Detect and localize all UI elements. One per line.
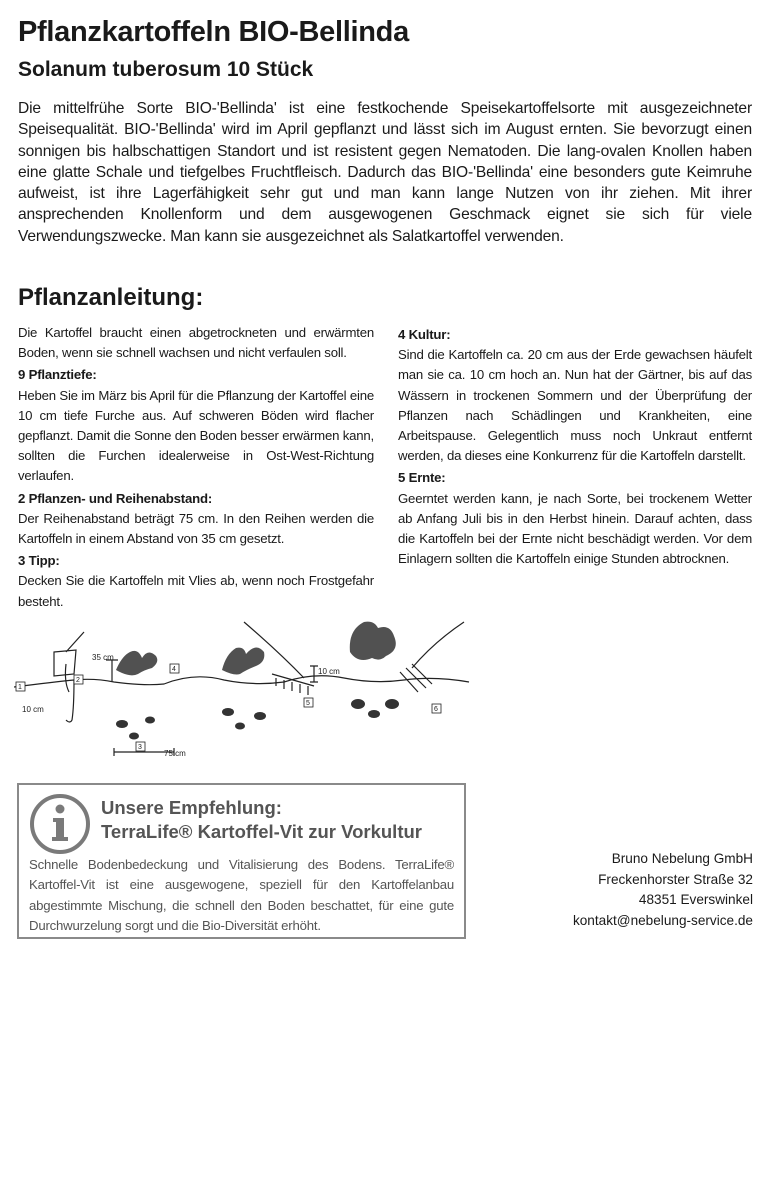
company-address xyxy=(573,849,753,931)
step-marker-6: 6 xyxy=(434,706,438,713)
step3-title: 3 Tipp: xyxy=(18,553,60,569)
company-email: kontakt@nebelung-service.de xyxy=(572,912,753,928)
section-title-pflanzanleitung: Pflanzanleitung: xyxy=(18,284,204,311)
dimension-35cm: 35 cm xyxy=(92,653,114,662)
recommendation-box xyxy=(17,783,466,939)
instructions-right-column xyxy=(398,323,752,569)
step2-text: Der Reihenabstand beträgt 75 cm. In den Reihen werden die Kartoffeln in einem Abstand von 35 cm gesetzt. xyxy=(18,510,374,547)
instructions-left-column xyxy=(18,323,374,612)
step1-text: Heben Sie im März bis April für die Pflanzung der Kartoffel eine 10 cm tiefe Furche aus. Auf schweren Böden wird flacher gepflanzt. Damit die Sonne den Boden besser erwärmen kann, sollten die Furchen idealerweise in Ost-West-Richtung verlaufen. xyxy=(18,387,374,484)
company-street: Freckenhorster Straße 32 xyxy=(598,871,753,887)
recommendation-heading: Unsere Empfehlung: xyxy=(101,797,282,818)
step5-text: Geerntet werden kann, je nach Sorte, bei trockenem Wetter ab Anfang Juli bis in den Herbst hinein. Darauf achten, dass die Kartoffeln bei der Ernte nicht beschädigt werden. Vor dem Einlagern sollten die Kartoffeln einige Stunden abtrocknen. xyxy=(398,490,752,567)
step3-text: Decken Sie die Kartoffeln mit Vlies ab, wenn noch Frostgefahr besteht. xyxy=(18,573,374,609)
dimension-75cm: 75 cm xyxy=(164,749,186,758)
step5-title: 5 Ernte: xyxy=(398,470,446,486)
step2-title: 2 Pflanzen- und Reihenabstand: xyxy=(18,490,213,506)
instructions-lead: Die Kartoffel braucht einen abgetrockneten und erwärmten Boden, wenn sie schnell wachsen und nicht verfaulen soll. xyxy=(18,325,374,361)
company-city: 48351 Everswinkel xyxy=(638,892,753,907)
step1-title: 9 Pflanztiefe: xyxy=(18,367,97,383)
step-marker-4: 4 xyxy=(172,666,176,673)
step4-title: 4 Kultur: xyxy=(398,327,451,342)
step-marker-1: 1 xyxy=(18,684,22,691)
step-marker-3: 3 xyxy=(138,744,142,751)
intro-paragraph: Die mittelfrühe Sorte BIO-'Bellinda' ist eine festkochende Speisekartoffelsorte mit ausgezeichneter Speisequalität. BIO-'Bellinda' wird im April gepflanzt und lässt sich im August ernten. Sie bevorzugt einen sonnigen bis halbschattigen Standort und ist resistent gegen Nematoden. Die lang-ovalen Knollen haben eine glatte Schale und tiefgelbes Fruchtfleisch. Dadurch das BIO-'Bellinda' eine besonders gute Keimruhe aufweist, ist ihre Lagerfähigkeit sehr gut und man kann lange Nutzen von ihr ziehen. Mit ihrer ansprechenden Knollenform und dem ausgewogenen Geschmack eignet sie sich für viele Verwendungszwecke. Man kann sie ausgezeichnet als Salatkartoffel verwenden. xyxy=(18,100,752,245)
product-subtitle: Solanum tuberosum 10 Stück xyxy=(18,58,314,81)
recommendation-product: TerraLife® Kartoffel-Vit zur Vorkultur xyxy=(101,821,422,842)
planting-illustration xyxy=(14,612,474,762)
info-icon xyxy=(29,793,91,855)
step4-text: Sind die Kartoffeln ca. 20 cm aus der Erde gewachsen häufelt man sie ca. 10 cm hoch an. Nun hat der Gärtner, bis auf das Wässern in trockenen Sommern und der Überprüfung der Pflanzen nach Schädlingen und Krankheiten, eine Arbeitspause. Gelegentlich muss noch Unkraut entfernt werden, da dieses eine Konkurrenz für die Kartoffeln darstellt. xyxy=(398,347,752,464)
dimension-10cm-depth: 10 cm xyxy=(22,705,44,714)
step-marker-5: 5 xyxy=(306,700,310,707)
company-name: Bruno Nebelung GmbH xyxy=(611,851,753,866)
dimension-10cm-hill: 10 cm xyxy=(318,667,340,676)
recommendation-text: Schnelle Bodenbedeckung und Vitalisierung des Bodens. TerraLife® Kartoffel-Vit ist eine ausgewogene, speziell für den Kartoffelanbau abgestimmte Mischung, die schnell den Boden beschattet, für eine gute Durchwurzelung sorgt und die Bio-Diversität erhöht. xyxy=(29,857,454,934)
step-marker-2: 2 xyxy=(76,677,80,684)
product-title: Pflanzkartoffeln BIO-Bellinda xyxy=(18,16,409,48)
